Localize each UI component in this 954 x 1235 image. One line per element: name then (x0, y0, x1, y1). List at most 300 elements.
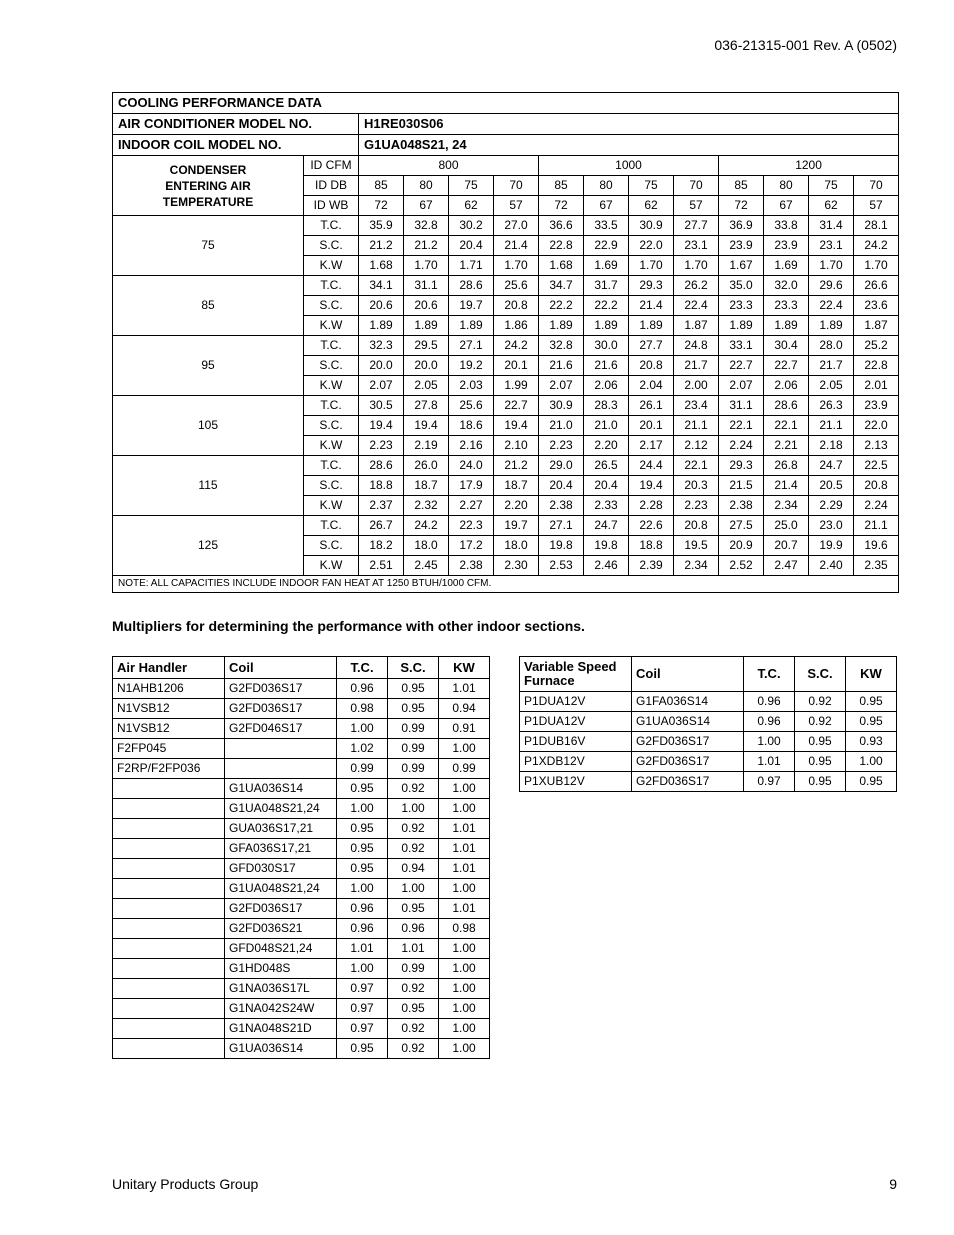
perf-value: 31.4 (809, 216, 854, 236)
id-db-value: 75 (629, 176, 674, 196)
tc-cell: 0.98 (337, 699, 388, 719)
sc-cell: 1.01 (388, 939, 439, 959)
perf-value: 21.0 (584, 416, 629, 436)
coil-cell: GFA036S17,21 (225, 839, 337, 859)
perf-value: 24.7 (584, 516, 629, 536)
perf-row (113, 396, 899, 416)
perf-value: 2.10 (494, 436, 539, 456)
tc-cell: 1.00 (744, 732, 795, 752)
tc-cell: 0.95 (337, 839, 388, 859)
id-wb-label: ID WB (304, 196, 359, 216)
id-db-value: 70 (854, 176, 899, 196)
perf-value: 2.35 (854, 556, 899, 576)
perf-value: 2.46 (584, 556, 629, 576)
tc-cell: 0.95 (337, 1039, 388, 1059)
tc-cell: 1.00 (337, 959, 388, 979)
unit-cell: N1VSB12 (113, 699, 225, 719)
unit-cell (113, 1039, 225, 1059)
kw-cell: 1.00 (439, 739, 490, 759)
sc-cell: 0.99 (388, 739, 439, 759)
perf-value: 17.2 (449, 536, 494, 556)
ac-model-label: AIR CONDITIONER MODEL NO. (113, 114, 359, 135)
perf-value: 1.70 (629, 256, 674, 276)
col-sc: S.C. (388, 657, 439, 679)
id-wb-value: 57 (674, 196, 719, 216)
perf-value: 21.1 (809, 416, 854, 436)
perf-value: 27.8 (404, 396, 449, 416)
note-row (113, 576, 899, 593)
perf-value: 2.21 (764, 436, 809, 456)
col-kw: KW (439, 657, 490, 679)
perf-value: 29.3 (629, 276, 674, 296)
sc-cell: 0.95 (388, 899, 439, 919)
perf-value: 1.89 (809, 316, 854, 336)
perf-value: 32.8 (404, 216, 449, 236)
perf-value: 2.47 (764, 556, 809, 576)
metric-label: T.C. (304, 396, 359, 416)
sc-cell: 1.00 (388, 879, 439, 899)
coil-cell (225, 759, 337, 779)
perf-value: 29.6 (809, 276, 854, 296)
table-row (113, 959, 490, 979)
perf-value: 36.9 (719, 216, 764, 236)
coil-cell: G2FD036S17 (225, 679, 337, 699)
perf-value: 20.0 (404, 356, 449, 376)
id-db-value: 85 (539, 176, 584, 196)
perf-value: 18.2 (359, 536, 404, 556)
kw-cell: 0.94 (439, 699, 490, 719)
perf-value: 23.1 (674, 236, 719, 256)
perf-value: 29.0 (539, 456, 584, 476)
perf-value: 34.1 (359, 276, 404, 296)
perf-value: 19.5 (674, 536, 719, 556)
multipliers-title: Multipliers for determining the performance with other indoor sections. (112, 618, 585, 634)
sc-cell: 0.95 (388, 699, 439, 719)
unit-cell (113, 859, 225, 879)
perf-value: 31.7 (584, 276, 629, 296)
metric-label: S.C. (304, 296, 359, 316)
sc-cell: 0.99 (388, 719, 439, 739)
perf-value: 1.87 (674, 316, 719, 336)
perf-value: 25.6 (494, 276, 539, 296)
kw-cell: 0.91 (439, 719, 490, 739)
perf-value: 2.04 (629, 376, 674, 396)
tc-cell: 0.97 (337, 979, 388, 999)
coil-cell: G1UA048S21,24 (225, 879, 337, 899)
perf-value: 26.0 (404, 456, 449, 476)
cfm-header: 800 (359, 156, 539, 176)
condenser-temp: 95 (113, 336, 304, 396)
perf-value: 2.33 (584, 496, 629, 516)
perf-value: 23.3 (719, 296, 764, 316)
perf-value: 1.70 (494, 256, 539, 276)
perf-value: 22.0 (854, 416, 899, 436)
tc-cell: 0.96 (337, 899, 388, 919)
tc-cell: 0.96 (744, 712, 795, 732)
kw-cell: 1.00 (439, 1019, 490, 1039)
tc-cell: 1.00 (337, 879, 388, 899)
perf-value: 22.7 (494, 396, 539, 416)
perf-value: 28.0 (809, 336, 854, 356)
id-wb-value: 67 (404, 196, 449, 216)
coil-cell: GFD048S21,24 (225, 939, 337, 959)
perf-value: 1.99 (494, 376, 539, 396)
perf-value: 24.0 (449, 456, 494, 476)
table-row (113, 759, 490, 779)
sc-cell: 0.92 (388, 839, 439, 859)
metric-label: K.W (304, 316, 359, 336)
perf-row (113, 516, 899, 536)
tc-cell: 0.95 (337, 779, 388, 799)
perf-value: 22.7 (764, 356, 809, 376)
perf-value: 23.9 (764, 236, 809, 256)
col-tc: T.C. (337, 657, 388, 679)
perf-value: 1.68 (359, 256, 404, 276)
perf-value: 19.7 (449, 296, 494, 316)
table-row (113, 979, 490, 999)
perf-value: 21.6 (539, 356, 584, 376)
table-row (113, 719, 490, 739)
perf-value: 2.06 (764, 376, 809, 396)
ac-model-value: H1RE030S06 (359, 114, 899, 135)
kw-cell: 0.93 (846, 732, 897, 752)
id-db-value: 80 (584, 176, 629, 196)
perf-value: 23.9 (854, 396, 899, 416)
perf-value: 26.3 (809, 396, 854, 416)
perf-value: 28.6 (764, 396, 809, 416)
sc-cell: 0.94 (388, 859, 439, 879)
table-row (113, 919, 490, 939)
perf-value: 18.8 (629, 536, 674, 556)
perf-value: 23.9 (719, 236, 764, 256)
perf-value: 26.8 (764, 456, 809, 476)
unit-cell: N1VSB12 (113, 719, 225, 739)
perf-value: 1.86 (494, 316, 539, 336)
sc-cell: 0.92 (388, 1019, 439, 1039)
perf-value: 25.6 (449, 396, 494, 416)
perf-value: 28.1 (854, 216, 899, 236)
kw-cell: 1.00 (439, 939, 490, 959)
perf-value: 20.6 (359, 296, 404, 316)
perf-value: 19.9 (809, 536, 854, 556)
col-variable-speed-furnace: Variable Speed Furnace (520, 657, 632, 692)
perf-value: 1.69 (764, 256, 809, 276)
perf-value: 18.0 (404, 536, 449, 556)
perf-value: 21.4 (764, 476, 809, 496)
sc-cell: 0.92 (388, 979, 439, 999)
unit-cell (113, 779, 225, 799)
perf-value: 30.0 (584, 336, 629, 356)
kw-cell: 1.01 (439, 899, 490, 919)
perf-value: 2.17 (629, 436, 674, 456)
unit-cell: F2RP/F2FP036 (113, 759, 225, 779)
tc-cell: 0.96 (744, 692, 795, 712)
condenser-header (113, 156, 304, 216)
perf-value: 1.89 (449, 316, 494, 336)
perf-value: 22.8 (854, 356, 899, 376)
id-db-value: 80 (404, 176, 449, 196)
condenser-temp: 85 (113, 276, 304, 336)
perf-value: 2.07 (719, 376, 764, 396)
perf-note: NOTE: ALL CAPACITIES INCLUDE INDOOR FAN HEAT AT 1250 BTUH/1000 CFM. (113, 576, 899, 593)
perf-value: 22.2 (539, 296, 584, 316)
perf-value: 26.5 (584, 456, 629, 476)
variable-speed-multiplier-table (519, 656, 897, 792)
perf-value: 18.7 (404, 476, 449, 496)
page-number: 9 (889, 1176, 897, 1192)
sc-cell: 1.00 (388, 799, 439, 819)
unit-cell: F2FP045 (113, 739, 225, 759)
perf-value: 20.7 (764, 536, 809, 556)
perf-value: 22.1 (719, 416, 764, 436)
unit-cell: P1DUA12V (520, 712, 632, 732)
perf-value: 2.34 (674, 556, 719, 576)
col-air-handler: Air Handler (113, 657, 225, 679)
id-db-value: 70 (494, 176, 539, 196)
perf-value: 2.30 (494, 556, 539, 576)
id-wb-value: 67 (764, 196, 809, 216)
unit-cell (113, 799, 225, 819)
table-row (113, 999, 490, 1019)
perf-value: 28.3 (584, 396, 629, 416)
perf-value: 19.7 (494, 516, 539, 536)
coil-cell: G1FA036S14 (632, 692, 744, 712)
perf-value: 1.89 (719, 316, 764, 336)
sc-cell: 0.92 (795, 712, 846, 732)
sc-cell: 0.99 (388, 759, 439, 779)
tc-cell: 0.97 (337, 999, 388, 1019)
perf-value: 1.67 (719, 256, 764, 276)
id-db-label: ID DB (304, 176, 359, 196)
perf-value: 20.8 (854, 476, 899, 496)
perf-value: 33.5 (584, 216, 629, 236)
unit-cell (113, 959, 225, 979)
perf-value: 20.5 (809, 476, 854, 496)
perf-value: 19.2 (449, 356, 494, 376)
perf-value: 26.6 (854, 276, 899, 296)
perf-value: 21.2 (404, 236, 449, 256)
perf-value: 1.89 (629, 316, 674, 336)
unit-cell (113, 899, 225, 919)
unit-cell (113, 839, 225, 859)
coil-model-value: G1UA048S21, 24 (359, 135, 899, 156)
tc-cell: 1.00 (337, 719, 388, 739)
perf-value: 20.8 (674, 516, 719, 536)
id-wb-value: 62 (449, 196, 494, 216)
metric-label: K.W (304, 256, 359, 276)
perf-value: 2.38 (539, 496, 584, 516)
tc-cell: 1.01 (337, 939, 388, 959)
unit-cell (113, 819, 225, 839)
sc-cell: 0.95 (795, 772, 846, 792)
perf-value: 2.06 (584, 376, 629, 396)
kw-cell: 0.95 (846, 712, 897, 732)
id-wb-value: 57 (854, 196, 899, 216)
coil-cell: GFD030S17 (225, 859, 337, 879)
perf-value: 2.16 (449, 436, 494, 456)
perf-value: 21.4 (494, 236, 539, 256)
id-wb-value: 62 (809, 196, 854, 216)
tc-cell: 0.96 (337, 679, 388, 699)
perf-value: 23.4 (674, 396, 719, 416)
perf-value: 27.1 (539, 516, 584, 536)
perf-value: 21.1 (674, 416, 719, 436)
condenser-temp: 115 (113, 456, 304, 516)
perf-value: 22.5 (854, 456, 899, 476)
perf-value: 1.89 (404, 316, 449, 336)
sc-cell: 0.95 (795, 752, 846, 772)
perf-value: 21.7 (809, 356, 854, 376)
perf-value: 2.38 (449, 556, 494, 576)
perf-value: 21.7 (674, 356, 719, 376)
coil-cell: G2FD036S17 (632, 752, 744, 772)
perf-value: 22.1 (674, 456, 719, 476)
perf-value: 27.0 (494, 216, 539, 236)
perf-value: 1.70 (674, 256, 719, 276)
perf-value: 2.05 (809, 376, 854, 396)
perf-value: 36.6 (539, 216, 584, 236)
perf-value: 23.3 (764, 296, 809, 316)
kw-cell: 1.00 (439, 959, 490, 979)
perf-value: 32.8 (539, 336, 584, 356)
col-coil: Coil (632, 657, 744, 692)
perf-value: 2.23 (674, 496, 719, 516)
perf-value: 2.05 (404, 376, 449, 396)
perf-value: 19.4 (359, 416, 404, 436)
coil-cell: G1NA048S21D (225, 1019, 337, 1039)
perf-value: 2.01 (854, 376, 899, 396)
perf-value: 2.45 (404, 556, 449, 576)
perf-value: 30.5 (359, 396, 404, 416)
perf-value: 21.5 (719, 476, 764, 496)
perf-value: 24.7 (809, 456, 854, 476)
perf-value: 24.4 (629, 456, 674, 476)
sc-cell: 0.92 (388, 1039, 439, 1059)
perf-value: 1.70 (404, 256, 449, 276)
table-row (113, 779, 490, 799)
perf-value: 2.34 (764, 496, 809, 516)
perf-value: 2.19 (404, 436, 449, 456)
perf-value: 1.89 (764, 316, 809, 336)
id-db-value: 85 (719, 176, 764, 196)
perf-value: 2.00 (674, 376, 719, 396)
perf-value: 31.1 (404, 276, 449, 296)
unit-cell: P1DUA12V (520, 692, 632, 712)
perf-value: 24.2 (854, 236, 899, 256)
perf-value: 18.8 (359, 476, 404, 496)
table-row (113, 1019, 490, 1039)
perf-value: 22.9 (584, 236, 629, 256)
perf-value: 1.71 (449, 256, 494, 276)
unit-cell: P1XUB12V (520, 772, 632, 792)
metric-label: K.W (304, 496, 359, 516)
perf-value: 20.3 (674, 476, 719, 496)
id-wb-value: 67 (584, 196, 629, 216)
kw-cell: 0.95 (846, 692, 897, 712)
kw-cell: 0.98 (439, 919, 490, 939)
tc-cell: 0.95 (337, 859, 388, 879)
id-wb-value: 72 (719, 196, 764, 216)
condenser-line: ENTERING AIR (165, 178, 251, 193)
kw-cell: 1.01 (439, 679, 490, 699)
perf-value: 22.6 (629, 516, 674, 536)
perf-value: 18.0 (494, 536, 539, 556)
sc-cell: 0.92 (388, 779, 439, 799)
unit-cell (113, 939, 225, 959)
table-row (520, 712, 897, 732)
perf-value: 23.6 (854, 296, 899, 316)
perf-value: 26.1 (629, 396, 674, 416)
document-number: 036-21315-001 Rev. A (0502) (714, 37, 897, 53)
kw-cell: 1.00 (439, 1039, 490, 1059)
id-wb-value: 72 (539, 196, 584, 216)
perf-value: 24.8 (674, 336, 719, 356)
kw-cell: 0.95 (846, 772, 897, 792)
perf-value: 34.7 (539, 276, 584, 296)
unit-cell: N1AHB1206 (113, 679, 225, 699)
coil-cell: G1UA036S14 (225, 1039, 337, 1059)
perf-value: 33.8 (764, 216, 809, 236)
id-db-value: 75 (449, 176, 494, 196)
perf-value: 20.4 (539, 476, 584, 496)
perf-value: 21.1 (854, 516, 899, 536)
tc-cell: 0.97 (744, 772, 795, 792)
sc-cell: 0.95 (795, 732, 846, 752)
metric-label: S.C. (304, 476, 359, 496)
sc-cell: 0.92 (795, 692, 846, 712)
metric-label: T.C. (304, 516, 359, 536)
perf-value: 19.6 (854, 536, 899, 556)
table-row (113, 899, 490, 919)
condenser-temp: 105 (113, 396, 304, 456)
id-db-value: 80 (764, 176, 809, 196)
metric-label: T.C. (304, 276, 359, 296)
id-db-value: 75 (809, 176, 854, 196)
id-wb-value: 62 (629, 196, 674, 216)
perf-value: 2.12 (674, 436, 719, 456)
cooling-performance-table (112, 92, 899, 593)
perf-value: 1.68 (539, 256, 584, 276)
metric-label: S.C. (304, 236, 359, 256)
perf-value: 26.7 (359, 516, 404, 536)
coil-cell: G2FD036S17 (225, 899, 337, 919)
perf-value: 2.39 (629, 556, 674, 576)
kw-cell: 1.01 (439, 839, 490, 859)
perf-value: 35.9 (359, 216, 404, 236)
perf-value: 19.4 (494, 416, 539, 436)
perf-value: 1.70 (854, 256, 899, 276)
kw-cell: 1.01 (439, 859, 490, 879)
coil-cell: G1NA036S17L (225, 979, 337, 999)
perf-row (113, 336, 899, 356)
col-kw: KW (846, 657, 897, 692)
perf-value: 21.2 (359, 236, 404, 256)
perf-value: 29.3 (719, 456, 764, 476)
air-handler-multiplier-table (112, 656, 490, 1059)
table-row (520, 732, 897, 752)
perf-value: 19.4 (629, 476, 674, 496)
perf-value: 21.2 (494, 456, 539, 476)
coil-cell: G2FD036S21 (225, 919, 337, 939)
coil-cell: G2FD036S17 (632, 772, 744, 792)
perf-value: 27.5 (719, 516, 764, 536)
perf-value: 1.89 (539, 316, 584, 336)
perf-value: 2.51 (359, 556, 404, 576)
perf-value: 18.7 (494, 476, 539, 496)
tc-cell: 0.99 (337, 759, 388, 779)
col-coil: Coil (225, 657, 337, 679)
table-row (520, 772, 897, 792)
